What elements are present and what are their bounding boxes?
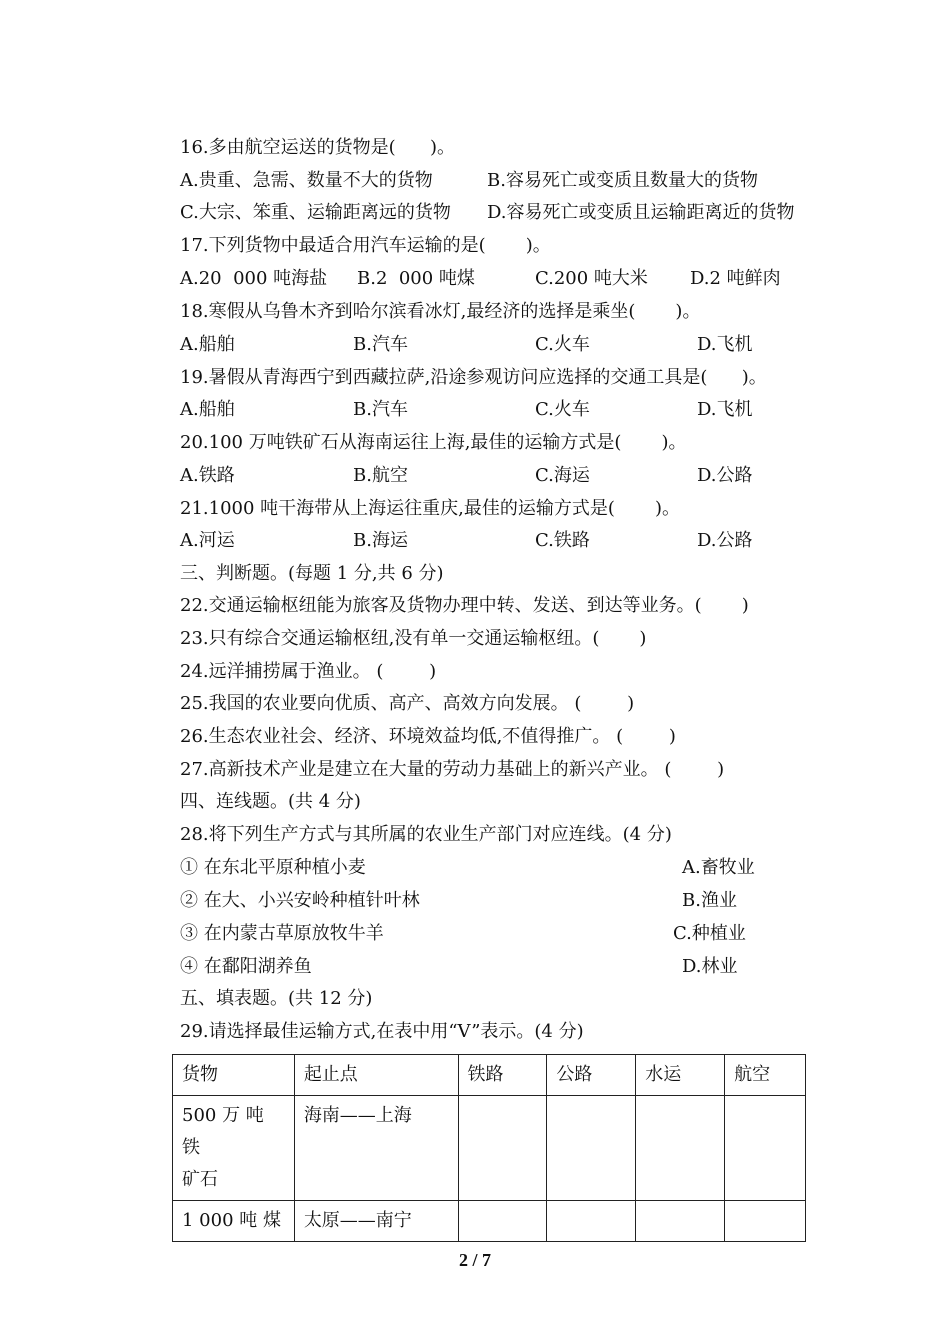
q19-option-b: B.汽车: [353, 399, 408, 420]
q20-option-d: D.公路: [697, 465, 753, 486]
question-16: 16.多由航空运送的货物是( )。: [180, 137, 455, 158]
question-28: 28.将下列生产方式与其所属的农业生产部门对应连线。(4 分): [180, 824, 672, 845]
q18-option-c: C.火车: [535, 334, 590, 355]
road-cell[interactable]: [547, 1201, 636, 1242]
q17-option-c: C.200 吨大米: [535, 268, 648, 289]
q19-option-c: C.火车: [535, 399, 590, 420]
air-cell[interactable]: [725, 1096, 806, 1201]
header-railway: 铁路: [458, 1055, 547, 1096]
table-row: [173, 1201, 806, 1242]
cargo-text-line: 500 万 吨 铁: [182, 1105, 264, 1158]
header-cargo: 货物: [173, 1055, 295, 1096]
route-cell: 海南——上海: [294, 1096, 458, 1201]
question-23: 23.只有综合交通运输枢纽,没有单一交通运输枢纽。( ): [180, 628, 647, 649]
q17-option-d: D.2 吨鲜肉: [690, 268, 781, 289]
q21-option-b: B.海运: [353, 530, 408, 551]
road-cell[interactable]: [547, 1096, 636, 1201]
table-row: [173, 1096, 806, 1201]
railway-cell[interactable]: [458, 1201, 547, 1242]
water-cell[interactable]: [636, 1096, 725, 1201]
q20-option-a: A.铁路: [180, 465, 235, 486]
question-18: 18.寒假从乌鲁木齐到哈尔滨看冰灯,最经济的选择是乘坐( )。: [180, 301, 701, 322]
cargo-cell: [173, 1096, 295, 1201]
question-25: 25.我国的农业要向优质、高产、高效方向发展。 ( ): [180, 693, 635, 714]
match-right-a: A.畜牧业: [682, 857, 755, 878]
q21-option-a: A.河运: [180, 530, 235, 551]
match-right-c: C.种植业: [673, 923, 746, 944]
match-left-4: ④ 在鄱阳湖养鱼: [180, 956, 312, 977]
railway-cell[interactable]: [458, 1096, 547, 1201]
header-route: 起止点: [294, 1055, 458, 1096]
question-22: 22.交通运输枢纽能为旅客及货物办理中转、发送、到达等业务。( ): [180, 595, 749, 616]
q19-option-a: A.船舶: [180, 399, 235, 420]
q16-option-b: B.容易死亡或变质且数量大的货物: [487, 170, 758, 191]
cargo-text-line: 矿石: [182, 1169, 218, 1190]
table-header-row: [173, 1055, 806, 1096]
match-right-b: B.渔业: [682, 890, 737, 911]
cargo-cell: [173, 1201, 295, 1242]
water-cell[interactable]: [636, 1201, 725, 1242]
q16-option-d: D.容易死亡或变质且运输距离近的货物: [487, 202, 795, 223]
q21-option-c: C.铁路: [535, 530, 590, 551]
question-26: 26.生态农业社会、经济、环境效益均低,不值得推广。 ( ): [180, 726, 676, 747]
question-17: 17.下列货物中最适合用汽车运输的是( )。: [180, 235, 551, 256]
header-air: 航空: [725, 1055, 806, 1096]
q19-option-d: D.飞机: [697, 399, 753, 420]
q18-option-b: B.汽车: [353, 334, 408, 355]
match-left-2: ② 在大、小兴安岭种植针叶林: [180, 890, 420, 911]
match-left-1: ① 在东北平原种植小麦: [180, 857, 366, 878]
q20-option-c: C.海运: [535, 465, 590, 486]
header-water: 水运: [636, 1055, 725, 1096]
section-3-heading: 三、判断题。(每题 1 分,共 6 分): [180, 563, 444, 584]
q17-option-a: A.20 000 吨海盐: [180, 268, 328, 289]
q18-option-a: A.船舶: [180, 334, 235, 355]
section-5-heading: 五、填表题。(共 12 分): [180, 988, 373, 1009]
question-29: 29.请选择最佳运输方式,在表中用“V”表示。(4 分): [180, 1021, 584, 1042]
q16-option-a: A.贵重、急需、数量不大的货物: [180, 170, 433, 191]
air-cell[interactable]: [725, 1201, 806, 1242]
cargo-text-line: 1 000 吨 煤: [182, 1210, 281, 1231]
question-27: 27.高新技术产业是建立在大量的劳动力基础上的新兴产业。 ( ): [180, 759, 725, 780]
transport-table: [172, 1054, 806, 1242]
q18-option-d: D.飞机: [697, 334, 753, 355]
question-21: 21.1000 吨干海带从上海运往重庆,最佳的运输方式是( )。: [180, 498, 680, 519]
q17-option-b: B.2 000 吨煤: [357, 268, 475, 289]
match-right-d: D.林业: [682, 956, 738, 977]
header-road: 公路: [547, 1055, 636, 1096]
q21-option-d: D.公路: [697, 530, 753, 551]
section-4-heading: 四、连线题。(共 4 分): [180, 791, 361, 812]
route-cell: 太原——南宁: [294, 1201, 458, 1242]
q20-option-b: B.航空: [353, 465, 408, 486]
question-24: 24.远洋捕捞属于渔业。 ( ): [180, 661, 437, 682]
q16-option-c: C.大宗、笨重、运输距离远的货物: [180, 202, 451, 223]
question-19: 19.暑假从青海西宁到西藏拉萨,沿途参观访问应选择的交通工具是( )。: [180, 367, 767, 388]
question-20: 20.100 万吨铁矿石从海南运往上海,最佳的运输方式是( )。: [180, 432, 687, 453]
match-left-3: ③ 在内蒙古草原放牧牛羊: [180, 923, 384, 944]
page-number: 2 / 7: [458, 1250, 491, 1270]
